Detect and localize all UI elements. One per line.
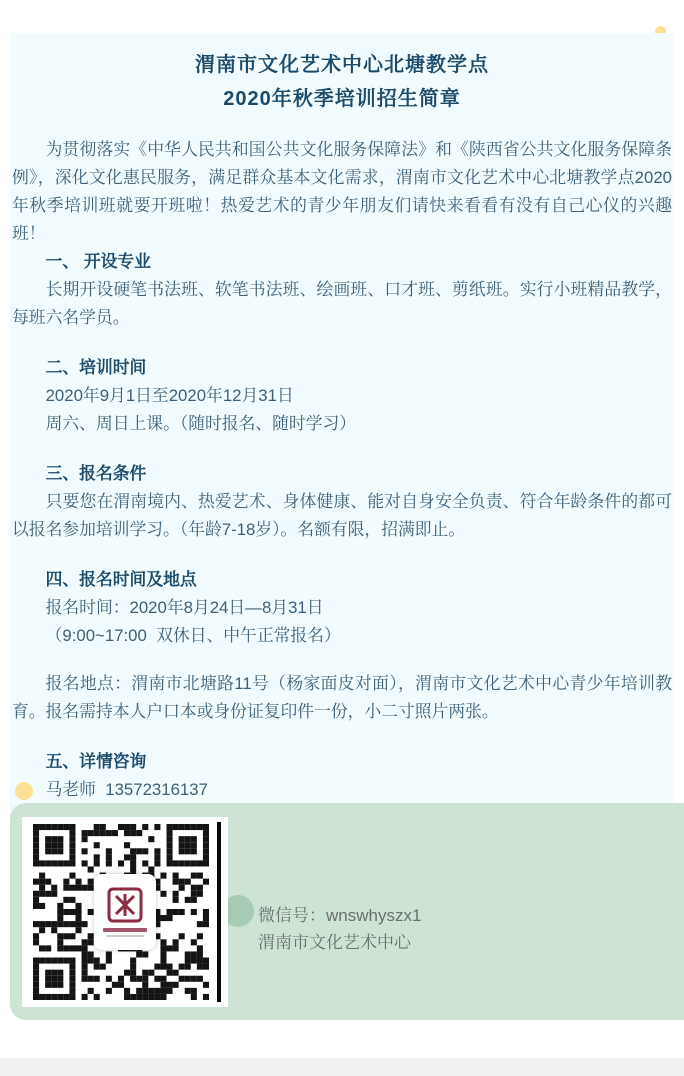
section-heading: 三、报名条件 <box>45 464 147 483</box>
intro-paragraph: 为贯彻落实《中华人民共和国公共文化服务保障法》和《陕西省公共文化服务保障条例》，深化文化惠民服务，满足群众基本文化需求，渭南市文化艺术中心北塘教学点2020年秋季培训班就要开班啦！热爱艺术的青少年朋友们请快来看看有没有自己心仪的兴趣班！ <box>12 140 672 243</box>
footer-text-block <box>258 902 421 956</box>
section <box>12 354 672 438</box>
qr-code <box>22 817 228 1007</box>
emblem-caption-subline <box>106 935 144 937</box>
section-heading: 二、培训时间 <box>45 358 147 377</box>
section-paragraph: 长期开设硬笔书法班、软笔书法班、绘画班、口才班、剪纸班。实行小班精品教学，每班六名学员。 <box>12 280 672 327</box>
footer-bar <box>0 1058 684 1076</box>
section-paragraph: 马老师 13572316137 <box>45 780 208 799</box>
section-paragraph: 报名时间：2020年8月24日—8月31日 <box>45 598 324 617</box>
sections-container <box>12 248 672 860</box>
section-paragraph: 报名地点：渭南市北塘路11号（杨家面皮对面），渭南市文化艺术中心青少年培训教育。报名需持本人户口本或身份证复印件一份，小二寸照片两张。 <box>12 674 672 721</box>
section-paragraph: 只要您在渭南境内、热爱艺术、身体健康、能对自身安全负责、符合年龄条件的都可以报名参加培训学习。（年龄7-18岁）。名额有限，招满即止。 <box>12 492 672 539</box>
paragraph-spacer <box>12 650 672 670</box>
section <box>12 248 672 332</box>
section-paragraph: （9:00~17:00 双休日、中午正常报名） <box>45 626 341 645</box>
document-body <box>12 136 672 860</box>
wechat-id-label: 微信号：wnswhyszx1 <box>258 906 422 925</box>
section-heading: 五、详情咨询 <box>45 752 147 771</box>
section-heading: 四、报名时间及地点 <box>45 570 197 589</box>
section <box>12 566 672 726</box>
arts-center-emblem-icon <box>94 874 156 950</box>
emblem-caption-line <box>103 928 147 932</box>
page-title-line-1: 渭南市文化艺术中心北塘教学点 <box>195 54 489 76</box>
announcement-panel <box>10 33 674 876</box>
page-title-line-2: 2020年秋季培训招生简章 <box>223 88 461 110</box>
qr-scan-edge-line <box>217 822 221 1002</box>
org-name-label: 渭南市文化艺术中心 <box>258 933 411 952</box>
emblem-seal-icon <box>107 887 143 923</box>
section-paragraph: 2020年9月1日至2020年12月31日 <box>45 386 294 405</box>
section-heading: 一、 开设专业 <box>45 252 151 271</box>
section <box>12 460 672 544</box>
section-paragraph: 周六、周日上课。（随时报名、随时学习） <box>45 414 357 433</box>
wechat-footer-panel <box>10 803 684 1020</box>
decor-dot-bottom-left <box>15 782 33 800</box>
